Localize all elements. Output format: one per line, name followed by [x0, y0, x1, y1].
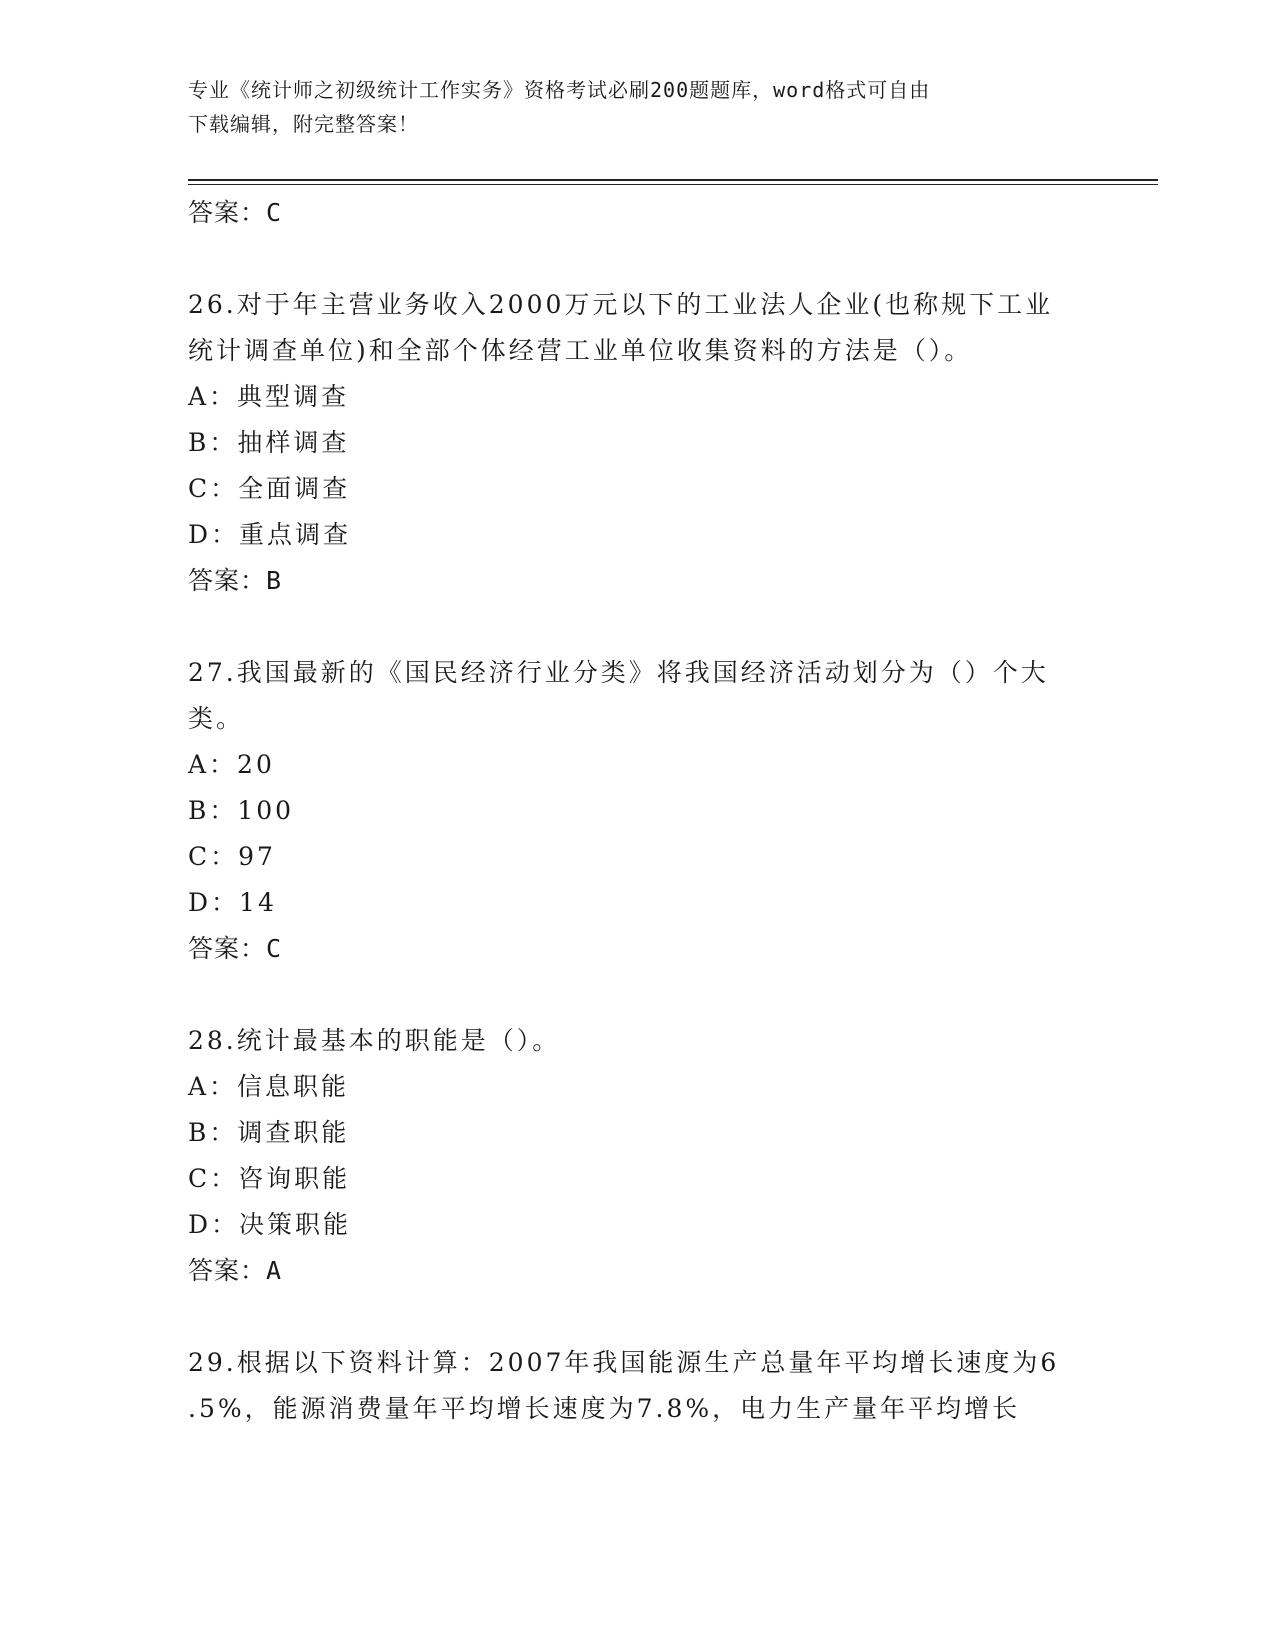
option-b: B：调查职能 — [188, 1118, 350, 1147]
question-28 — [188, 1018, 1078, 1294]
option-a: A：信息职能 — [188, 1072, 350, 1101]
question-stem: 28.统计最基本的职能是（）。 — [188, 1026, 561, 1055]
question-26 — [188, 282, 1078, 604]
question-list — [188, 190, 1078, 1432]
answer: 答案：C — [188, 934, 283, 963]
option-a: A：20 — [188, 750, 275, 779]
option-b: B：100 — [188, 796, 295, 825]
option-c: C：97 — [188, 842, 276, 871]
previous-answer: 答案：C — [188, 198, 283, 227]
answer: 答案：A — [188, 1256, 283, 1285]
question-stem: 29.根据以下资料计算：2007年我国能源生产总量年平均增长速度为6 — [188, 1348, 1060, 1377]
option-d: D：14 — [188, 888, 277, 917]
option-c: C：全面调查 — [188, 474, 351, 503]
question-stem: 类。 — [188, 704, 245, 733]
option-c: C：咨询职能 — [188, 1164, 351, 1193]
spacer — [188, 1294, 1078, 1340]
option-d: D：重点调查 — [188, 520, 352, 549]
question-stem: 27.我国最新的《国民经济行业分类》将我国经济活动划分为（）个大 — [188, 658, 1049, 687]
answer: 答案：B — [188, 566, 283, 595]
spacer — [188, 972, 1078, 1018]
question-stem: 统计调查单位)和全部个体经营工业单位收集资料的方法是（）。 — [188, 336, 973, 365]
spacer — [188, 604, 1078, 650]
option-b: B：抽样调查 — [188, 428, 350, 457]
header-divider — [188, 179, 1158, 185]
option-d: D：决策职能 — [188, 1210, 352, 1239]
question-stem: .5%，能源消费量年平均增长速度为7.8%，电力生产量年平均增长 — [188, 1394, 1021, 1423]
question-stem: 26.对于年主营业务收入2000万元以下的工业法人企业(也称规下工业 — [188, 290, 1054, 319]
question-29 — [188, 1340, 1078, 1432]
option-a: A：典型调查 — [188, 382, 350, 411]
header-line-2: 下载编辑，附完整答案！ — [188, 112, 419, 136]
document-header — [188, 73, 1088, 141]
spacer — [188, 236, 1078, 282]
question-27 — [188, 650, 1078, 972]
header-line-1: 专业《统计师之初级统计工作实务》资格考试必刷200题题库，word格式可自由 — [188, 78, 931, 102]
